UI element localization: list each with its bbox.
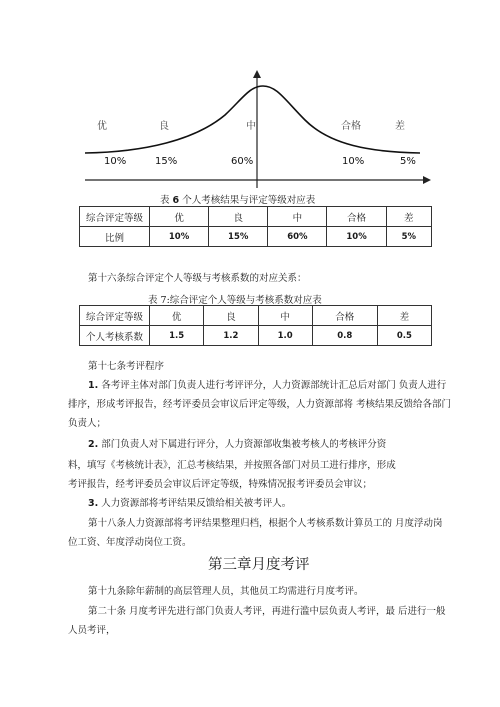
x-axis-arrow [423,176,431,184]
table-cell: 综合评定等级 [80,306,150,326]
curve-pct-pass: 10% [342,156,365,167]
step2-line2: 料，填写《考核统计表》，汇总考核结果，并按照各部门对员工进行排序，形成 [68,460,396,471]
table-cell: 10% [150,227,209,247]
article-16: 第十六条综合评定个人等级与考核系数的对应关系： [88,273,307,284]
curve-label-poor: 差 [395,121,405,132]
table-cell: 0.5 [377,326,431,346]
y-axis-arrow [253,70,261,78]
table-cell: 良 [204,306,258,326]
table-cell: 10% [327,227,386,247]
step3-line: 3. 人力资源部将考评结果反馈给相关被考评人。 [88,498,292,509]
step1-number: 1. [88,380,99,391]
table-cell: 中 [258,306,312,326]
table-cell: 良 [209,207,268,227]
step2-number: 2. [88,439,99,450]
distribution-curve-figure [85,70,435,190]
table-cell: 综合评定等级 [80,207,150,227]
step2-line3: 考评报告，经考评委员会审议后评定等级，特殊情况报考评委员会审议； [68,479,373,490]
curve-pct-excellent: 10% [104,156,127,167]
table-cell: 0.8 [312,326,377,346]
table-cell: 中 [268,207,327,227]
article-18-line2: 位工资、年度浮动岗位工资。 [68,537,192,548]
article-17: 第十七条考评程序 [88,361,165,372]
table-cell: 合格 [312,306,377,326]
step3-number: 3. [88,498,99,509]
curve-pct-good: 15% [155,156,178,167]
curve-label-pass: 合格 [341,121,361,132]
article-20-line2: 人员考评， [68,625,116,636]
table-cell: 15% [209,227,268,247]
table-cell: 1.0 [258,326,312,346]
table-cell: 比例 [80,227,150,247]
table-cell: 差 [386,207,431,227]
table-cell: 差 [377,306,431,326]
table-row [80,306,432,326]
table7-caption: 表 7:综合评定个人等级与考核系数对应表 [148,295,322,306]
table-row [80,207,432,227]
article-19: 第十九条除年薪制的高层管理人员，其他员工均需进行月度考评。 [88,586,364,597]
table-cell: 合格 [327,207,386,227]
table-cell: 优 [150,207,209,227]
step2-line1: 2. 部门负责人对下属进行评分，人力资源部收集被考核人的考核评分资 [88,439,387,450]
table-cell: 60% [268,227,327,247]
table-cell: 1.5 [150,326,204,346]
article-18-line1: 第十八条人力资源部将考评结果整理归档，根据个人考核系数计算员工的 月度浮动岗 [88,518,443,529]
curve-pct-poor: 5% [400,156,416,167]
table-cell: 优 [150,306,204,326]
curve-label-good: 良 [159,121,169,132]
step1-line2: 排序，形成考评报告，经考评委员会审议后评定等级，人力资源部将 考核结果反馈给各部门 [68,399,452,410]
table7 [79,305,432,346]
table-cell: 个人考核系数 [80,326,150,346]
table-row [80,326,432,346]
table6 [79,206,432,247]
curve-label-medium: 中 [246,121,256,132]
table-row [80,227,432,247]
step1-line1: 1. 各考评主体对部门负责人进行考评评分，人力资源部统计汇总后对部门 负责人进行 [88,380,447,391]
article-20-line1: 第二十条 月度考评先进行部门负责人考评，再进行滥中层负责人考评，最 后进行一般 [88,606,446,617]
table6-caption: 表 6 个人考核结果与评定等级对应表 [160,195,316,206]
table-cell: 1.2 [204,326,258,346]
step1-line3: 负责人； [68,418,107,429]
table-cell: 5% [386,227,431,247]
chapter-heading: 第三章月度考评 [208,557,310,573]
curve-pct-medium: 60% [231,156,254,167]
curve-label-excellent: 优 [97,121,107,132]
